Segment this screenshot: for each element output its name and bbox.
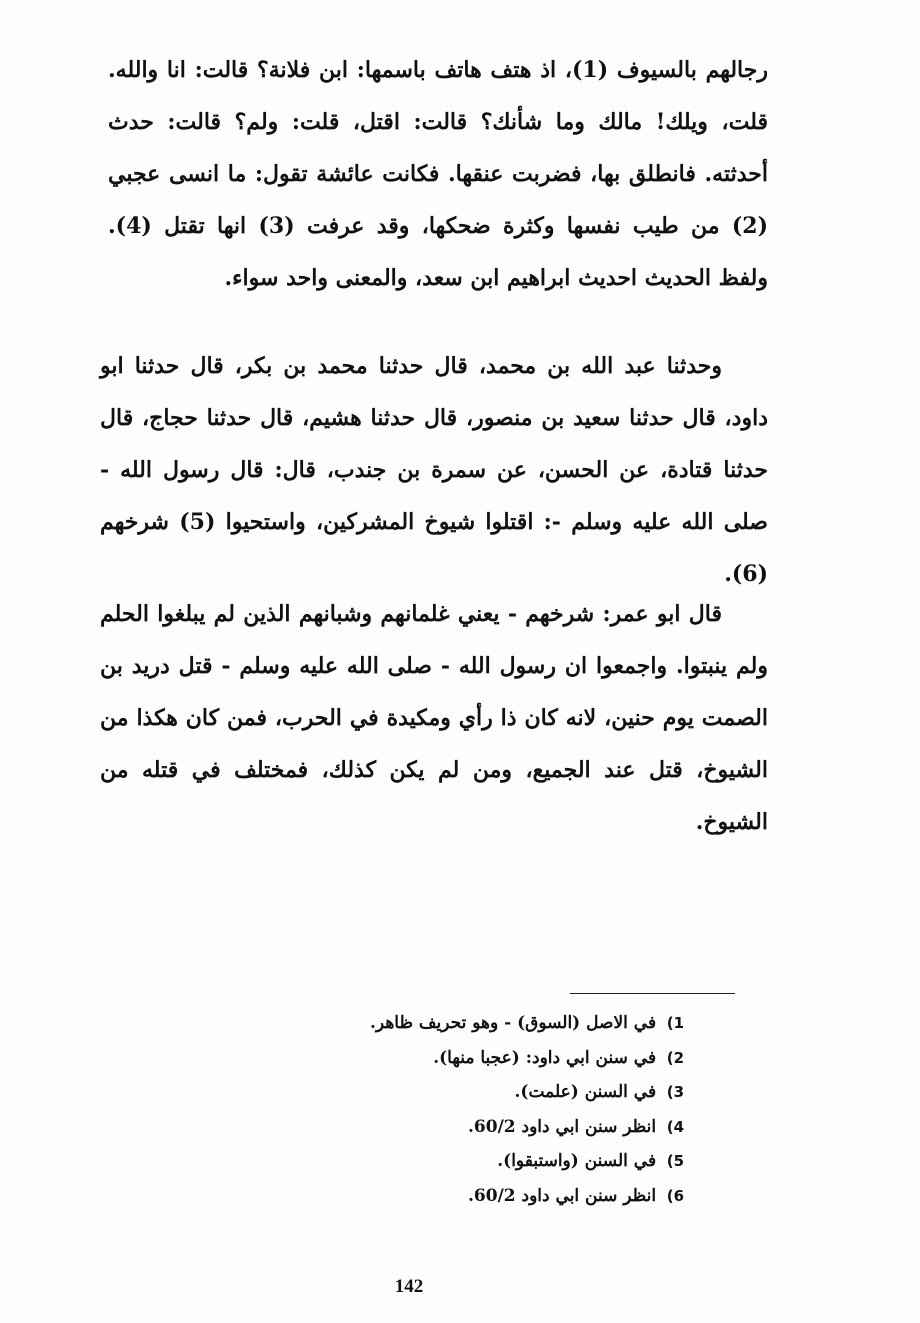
paragraph-2: وحدثنا عبد الله بن محمد، قال حدثنا محمد بن بكر، قال حدثنا ابو داود، قال حدثنا سعيد بن منصور، قال حدثنا هشيم، قال حدثنا حجاج، قال حدثنا قتادة، عن الحسن، عن سمرة بن جندب، قال: قال رسول الله - صلى الله عليه وسلم -: اقتلوا شيوخ المشركين، واستحيوا (5) شرخهم (6). bbox=[100, 353, 768, 587]
footnote-item bbox=[300, 1006, 684, 1041]
footnote-number: 1) bbox=[666, 1014, 684, 1032]
footnote-item bbox=[300, 1041, 684, 1076]
footnote-number: 6) bbox=[666, 1186, 684, 1205]
paragraph-1: رجالهم بالسيوف (1)، اذ هتف هاتف باسمها: ابن فلانة؟ قالت: انا والله. قلت، ويلك! مالك وما شأنك؟ قالت: اقتل، قلت: ولم؟ قالت: حدث أحدثته. فانطلق بها، فضربت عنقها. فكانت عائشة تقول: ما انسى عجبي (2) من طيب نفسها وكثرة ضحكها، وقد عرفت (3) انها تقتل (4). ولفظ الحديث احديث ابراهيم ابن سعد، والمعنى واحد سواء. bbox=[108, 57, 768, 291]
footnote-number: 2) bbox=[666, 1048, 684, 1067]
footnote-item bbox=[300, 1110, 684, 1145]
footnote-item bbox=[300, 1179, 684, 1214]
footnote-text: في السنن (واستبقوا). bbox=[497, 1151, 657, 1171]
footnote-item bbox=[300, 1144, 684, 1179]
footnote-number: 3) bbox=[666, 1083, 684, 1101]
footnote-text: في سنن ابي داود: (عجبا منها). bbox=[433, 1047, 657, 1068]
page-number: 142 bbox=[394, 1276, 424, 1297]
footnote-number: 5) bbox=[666, 1152, 684, 1170]
footnote-divider bbox=[570, 993, 735, 994]
footnotes-list bbox=[300, 1006, 684, 1213]
footnote-item bbox=[300, 1075, 684, 1110]
paragraph-3: قال ابو عمر: شرخهم - يعني غلمانهم وشبانهم الذين لم يبلغوا الحلم ولم ينبتوا. واجمعوا ان رسول الله - صلى الله عليه وسلم - قتل دريد بن الصمت يوم حنين، لانه كان ذا رأي ومكيدة في الحرب، فمن كان هكذا من الشيوخ، قتل عند الجميع، ومن لم يكن كذلك، فمختلف في قتله من الشيوخ. bbox=[100, 601, 768, 835]
footnote-text: انظر سنن ابي داود 60/2. bbox=[467, 1116, 657, 1137]
footnote-text: في الاصل (السوق) - وهو تحريف ظاهر. bbox=[370, 1013, 657, 1033]
footnote-text: انظر سنن ابي داود 60/2. bbox=[467, 1185, 657, 1206]
footnote-text: في السنن (علمت). bbox=[514, 1082, 657, 1102]
footnote-number: 4) bbox=[666, 1117, 684, 1136]
